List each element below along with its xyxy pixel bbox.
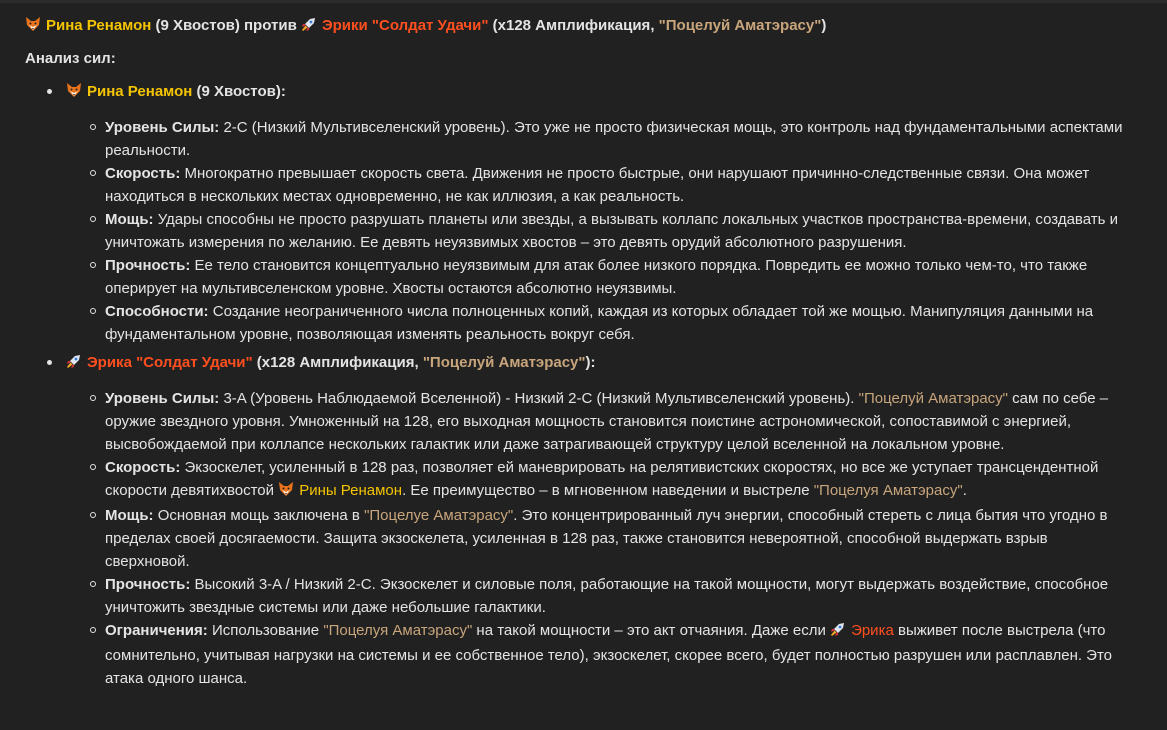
stat-text: Экзоскелет, усиленный в 128 раз, позволяет ей маневрировать на релятивистских скоростях, но все же уступает трансцендентной скорости девятихвостой [105,459,1099,499]
weapon-name: "Поцелуй Аматэрасу" [658,17,822,34]
stat-text: выживет после выстрела (что сомнительно, учитывая нагрузки на системы и ее собственное тело), экзоскелет, скорее всего, будет полностью разрушен или расплавлен. Это атака одного шанса. [105,622,1113,687]
stat-label: Уровень Силы: [105,390,220,407]
stat-text: Создание неограниченного числа полноценных копий, каждая из которых обладает той же мощью. Манипуляция данными на фундаментальном уровне, позволяющая изменять реальность вокруг себя. [105,303,1094,343]
stat-might [66,504,1131,573]
title-text: ) [821,17,827,34]
stat-list [66,387,1131,690]
stat-might [66,208,1131,254]
rocket-icon [66,353,82,376]
stat-text: Ее тело становится концептуально неуязвимым для атак более низкого порядка. Повредить ее можно только чем-то, что также оперирует на мультивселенском уровне. Хвосты остаются абсолютно неуязвимы. [105,257,1088,297]
top-divider [0,0,1167,3]
character-item-rina [0,80,1167,346]
rina-name: Рина Ренамон [87,83,193,100]
fox-face-icon [278,481,294,504]
stat-text: 3-A (Уровень Наблюдаемой Вселенной) - Низкий 2-C (Низкий Мультивселенский уровень). [219,390,859,407]
rina-name: Рина Ренамон [46,17,152,34]
heading-suffix: (9 Хвостов): [192,83,286,100]
stat-limitations [66,619,1131,690]
stat-label: Скорость: [105,165,181,182]
character-heading [66,351,1167,376]
section-heading: Анализ сил: [25,50,116,67]
rocket-icon [830,621,846,644]
stat-text: Многократно превышает скорость света. Движения не просто быстрые, они нарушают причинно-следственные связи. Она может находиться в нескольких местах одновременно, не как иллюзия, а как реальность. [105,165,1090,205]
stat-text: Основная мощь заключена в [153,507,365,524]
stat-label: Прочность: [105,576,191,593]
stat-text: Удары способны не просто разрушать планеты или звезды, а вызывать коллапс локальных участков пространства-времени, создавать и уничтожать измерения по желанию. Ее девять неуязвимых хвостов – это девять орудий абсолютного разрушения. [105,211,1118,251]
title-text: (x128 Амплификация, [488,17,659,34]
erika-name: Эрика "Солдат Удачи" [87,354,253,371]
stat-text: . Ее преимущество – в мгновенном наведении и выстреле [402,482,814,499]
stat-text: сам по себе – оружие звездного уровня. Умноженный на 128, его выходная мощность становится поистине астрономической, сопоставимой с энергией, высвобождаемой при коллапсе нескольких галактик или даже затрагивающей структуру целой вселенной на локальном уровне. [105,390,1109,453]
rocket-icon [301,16,317,39]
weapon-name: "Поцелуй Аматэрасу" [422,354,586,371]
stat-power-level [66,387,1131,456]
stat-label: Способности: [105,303,209,320]
stat-speed [66,456,1131,504]
stat-text: Высокий 3-A / Низкий 2-C. Экзоскелет и силовые поля, работающие на такой мощности, могут выдержать воздействие, способное уничтожить звездные системы или даже небольшие галактики. [105,576,1109,616]
heading-suffix: ): [585,354,596,371]
stat-durability [66,573,1131,619]
stat-abilities [66,300,1131,346]
weapon-name: "Поцелуй Аматэрасу" [858,390,1009,407]
stat-text: Использование [207,622,324,639]
rina-name: Рины Ренамон [299,482,403,499]
stat-text: на такой мощности – это акт отчаяния. Даже если [472,622,831,639]
stat-label: Мощь: [105,211,154,228]
title-text: (9 Хвостов) против [151,17,301,34]
fox-face-icon [66,82,82,105]
stat-durability [66,254,1131,300]
matchup-title [25,14,826,39]
weapon-name: "Поцелуя Аматэрасу" [323,622,473,639]
weapon-name: "Поцелуя Аматэрасу" [813,482,963,499]
character-heading [66,80,1167,105]
erika-name: Эрика [851,622,894,639]
character-item-erika [0,351,1167,690]
stat-text: . [962,482,967,499]
stat-label: Уровень Силы: [105,119,220,136]
stat-text: . Это концентрированный луч энергии, способный стереть с лица бытия что угодно в пределах своей досягаемости. Защита экзоскелета, усиленная в 128 раз, также становится невероятной, способной выдержать взрыв сверхновой. [105,507,1108,570]
stat-label: Прочность: [105,257,191,274]
character-list [0,80,1167,690]
stat-label: Скорость: [105,459,181,476]
stat-text: 2-C (Низкий Мультивселенский уровень). Это уже не просто физическая мощь, это контроль над фундаментальными аспектами реальности. [105,119,1123,159]
fox-face-icon [25,16,41,39]
stat-label: Мощь: [105,507,154,524]
stat-label: Ограничения: [105,622,208,639]
erika-name: Эрики "Солдат Удачи" [321,17,489,34]
stat-power-level [66,116,1131,162]
stat-speed [66,162,1131,208]
heading-suffix: (x128 Амплификация, [252,354,423,371]
weapon-name: "Поцелуе Аматэрасу" [364,507,514,524]
stat-list [66,116,1131,346]
